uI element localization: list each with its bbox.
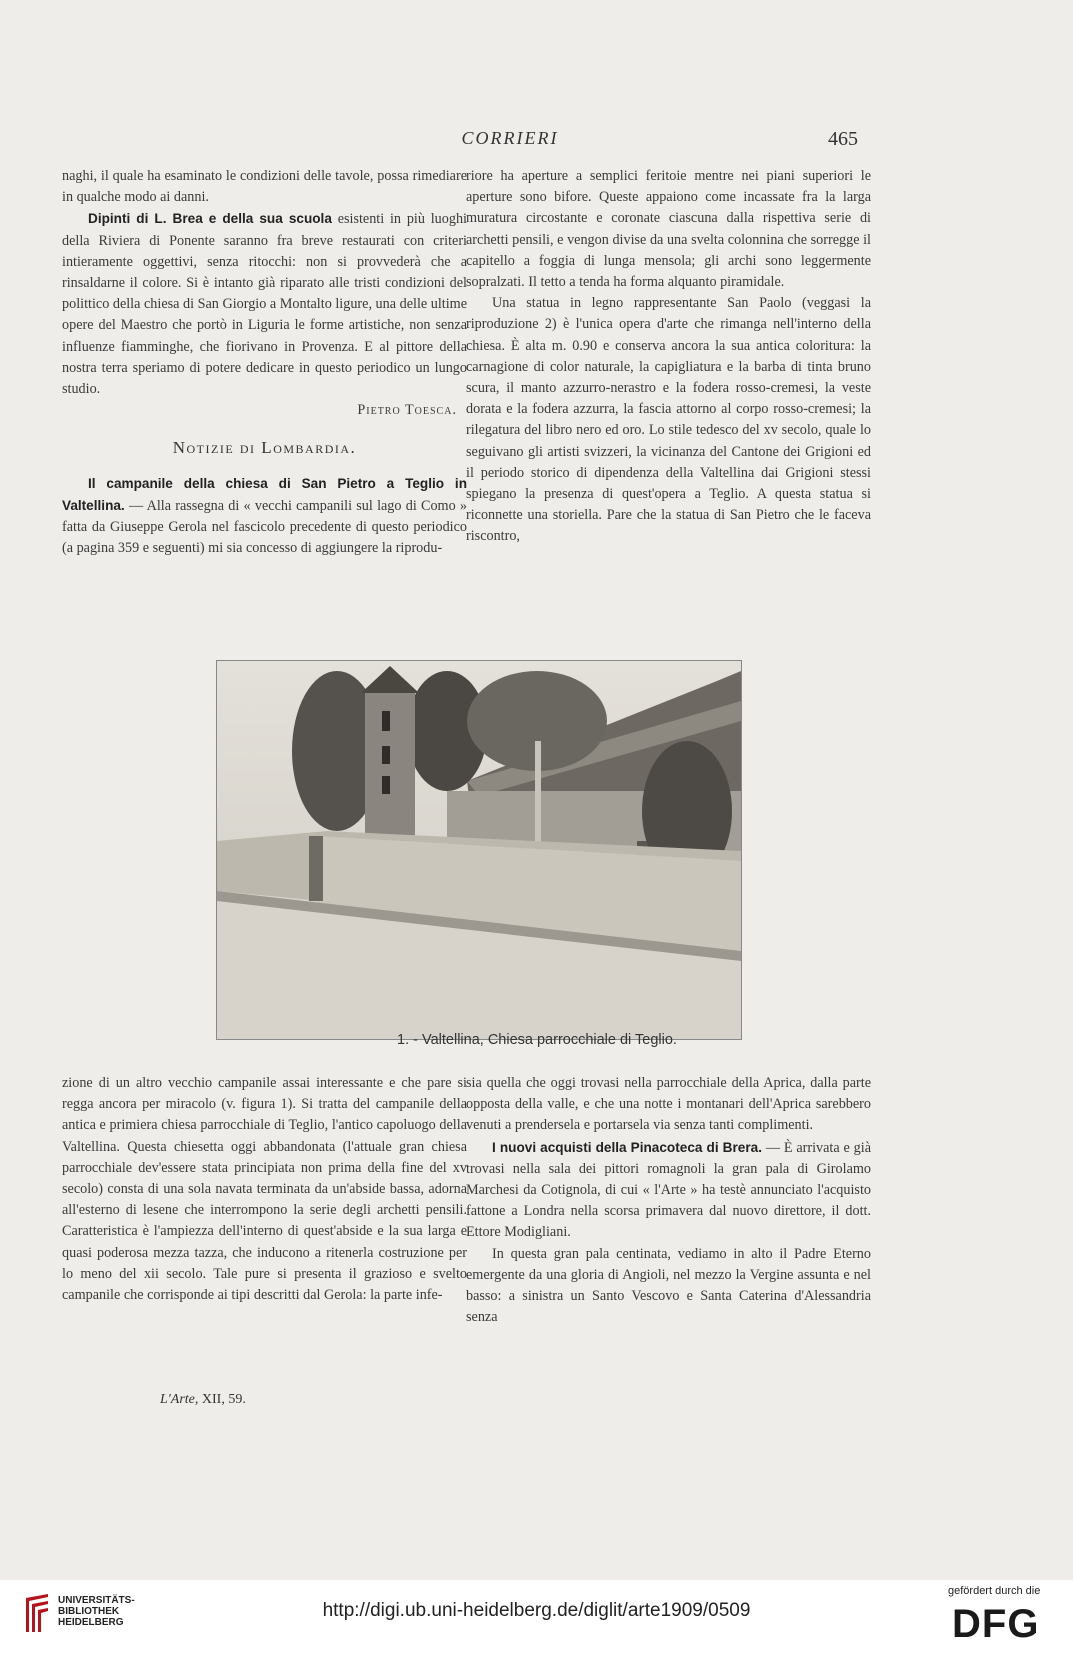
paragraph-title: Dipinti di L. Brea e della sua scuola [88, 211, 332, 227]
church-photo-illustration [217, 661, 741, 1039]
author-signature: Pietro Toesca. [357, 402, 457, 419]
section-heading: Notizie di Lombardia. [172, 438, 357, 458]
paragraph-text: — Alla rassegna di « vecchi campanili sul lago di Como » fatta da Giuseppe Gerola nel fascicolo precedente di questo periodico (a pagina 359 e seguenti) mi sia concesso di aggiungere la riprodu- [62, 497, 467, 557]
paragraph-title: I nuovi acquisti della Pinacoteca di Brera. [492, 1139, 762, 1155]
permalink-url[interactable]: http://digi.ub.uni-heidelberg.de/diglit/arte1909/0509 [322, 1600, 751, 1621]
paragraph: In questa gran pala centinata, vediamo in alto il Padre Eterno emergente da una gloria di Angioli, nel mezzo la Vergine assunta e nel basso: a sinistra un Santo Vescovo e Santa Caterina d'Alessandria senza [466, 1245, 871, 1326]
dfg-logo: DFG [952, 1602, 1040, 1646]
funding-label: gefördert durch die [948, 1585, 1041, 1597]
paragraph-brea [62, 208, 467, 400]
paragraph-campanile [62, 473, 467, 560]
column-top-right [466, 166, 871, 548]
paragraph: sia quella che oggi trovasi nella parrocchiale della Aprica, dalla parte opposta della valle, e che una notte i montanari dell'Aprica sarebbero venuti a prendersela e portarsela via senza tanti complimenti. [466, 1075, 871, 1134]
church-photograph [216, 660, 742, 1040]
paragraph-brera [466, 1137, 871, 1244]
column-bottom-right [466, 1073, 871, 1328]
journal-name: L'Arte, [160, 1392, 199, 1407]
column-bottom-left [62, 1073, 467, 1306]
paragraph-title: Il campanile della chiesa di San Pietro a Teglio in Valtellina. [62, 475, 467, 513]
paragraph-text: — È arrivata e già trovasi nella sala dei pittori romagnoli la gran pala di Girolamo Marchesi da Cotignola, di cui « l'Arte » ha testè annunciato l'acquisto fattone a Londra nella scorsa primavera dal nuovo direttore, il dott. Ettore Modigliani. [466, 1139, 871, 1241]
paragraph: zione di un altro vecchio campanile assai interessante e che pare si regga ancora per miracolo (v. figura 1). Si tratta del campanile della antica e primiera chiesa parrocchiale di Teglio, l'antico capoluogo della Valtellina. Questa chiesetta oggi abbandonata (l'attuale gran chiesa parrocchiale dev'essere stata principiata non prima della fine del xv secolo) consta di una sola navata terminata da un'abside bassa, adorna all'esterno di lesene che interrompono la serie degli archetti pensili. Caratteristica è l'ampiezza dell'interno di quest'abside e la sua larga e quasi poderosa mezza tazza, che inducono a ritenerla costruzione per lo meno del xii secolo. Tale pure si presenta il grazioso e svelto campanile che corrisponde ai tipi descritti dal Gerola: la parte infe- [62, 1075, 467, 1304]
paragraph-text: esistenti in più luoghi della Riviera di Ponente saranno fra breve restaurati con criteri intieramente oggettivi, senza ritocchi: non si provvederà che a rinsaldarne il colore. Si è intanto già riparato alle tristi condizioni del polittico della chiesa di San Giorgio a Montalto ligure, una delle ultime opere del Maestro che portò in Liguria le forme artistiche, non senza influenze fiamminghe, che fiorivano in Provenza. E al pittore della nostra terra speriamo di potere dedicare in questo periodico un lungo studio. [62, 211, 467, 398]
figure-caption: 1. - Valtellina, Chiesa parrocchiale di Teglio. [397, 1032, 677, 1048]
paragraph: Una statua in legno rappresentante San Paolo (veggasi la riproduzione 2) è l'unica opera d'arte che rimanga nell'interno della chiesa. È alta m. 0.90 e conserva ancora la sua antica coloritura: la carnagione di color naturale, la capigliatura e la barba di tinta bruno scura, il manto azzurro-nerastro e la fodera rosso-cremesi, la veste dorata e la fodera azzurra, la fascia attorno al corpo rosso-cremesi; la rilegatura del libro nero ed oro. Lo stile tedesco del xv secolo, quale lo seguivano gli artisti svizzeri, la vicinanza del Cantone dei Grigioni ed il periodo storico di dipendenza della Valtellina dai Grigioni stessi spiegano la presenza di quest'opera a Teglio. A questa statua si riconnette una storiella. Pare che la statua di San Pietro che le faceva riscontro, [466, 295, 871, 545]
footer-reference [160, 1392, 246, 1408]
column-top-left [62, 166, 467, 559]
library-name-line: HEIDELBERG [58, 1617, 124, 1628]
page-number: 465 [828, 128, 858, 150]
library-name-line: UNIVERSITÄTS- [58, 1595, 135, 1606]
library-name-line: BIBLIOTHEK [58, 1606, 120, 1617]
running-head: CORRIERI [461, 128, 559, 148]
paragraph: riore ha aperture a semplici feritoie mentre nei piani superiori le aperture sono bifore. Queste appaiono come incassate fra la larga muratura circostante e coronate ciascuna dalla rispettiva serie di archetti pensili, e vengon divise da una svelta colonnina che sorregge il capitello a foggia di lunga mensola; gli archi sono leggermente sopralzati. Il tetto a tenda ha forma alquanto piramidale. [466, 168, 871, 291]
volume-number: XII, 59. [198, 1392, 246, 1407]
paragraph: naghi, il quale ha esaminato le condizioni delle tavole, possa rimediare in qualche modo ai danni. [62, 168, 467, 206]
